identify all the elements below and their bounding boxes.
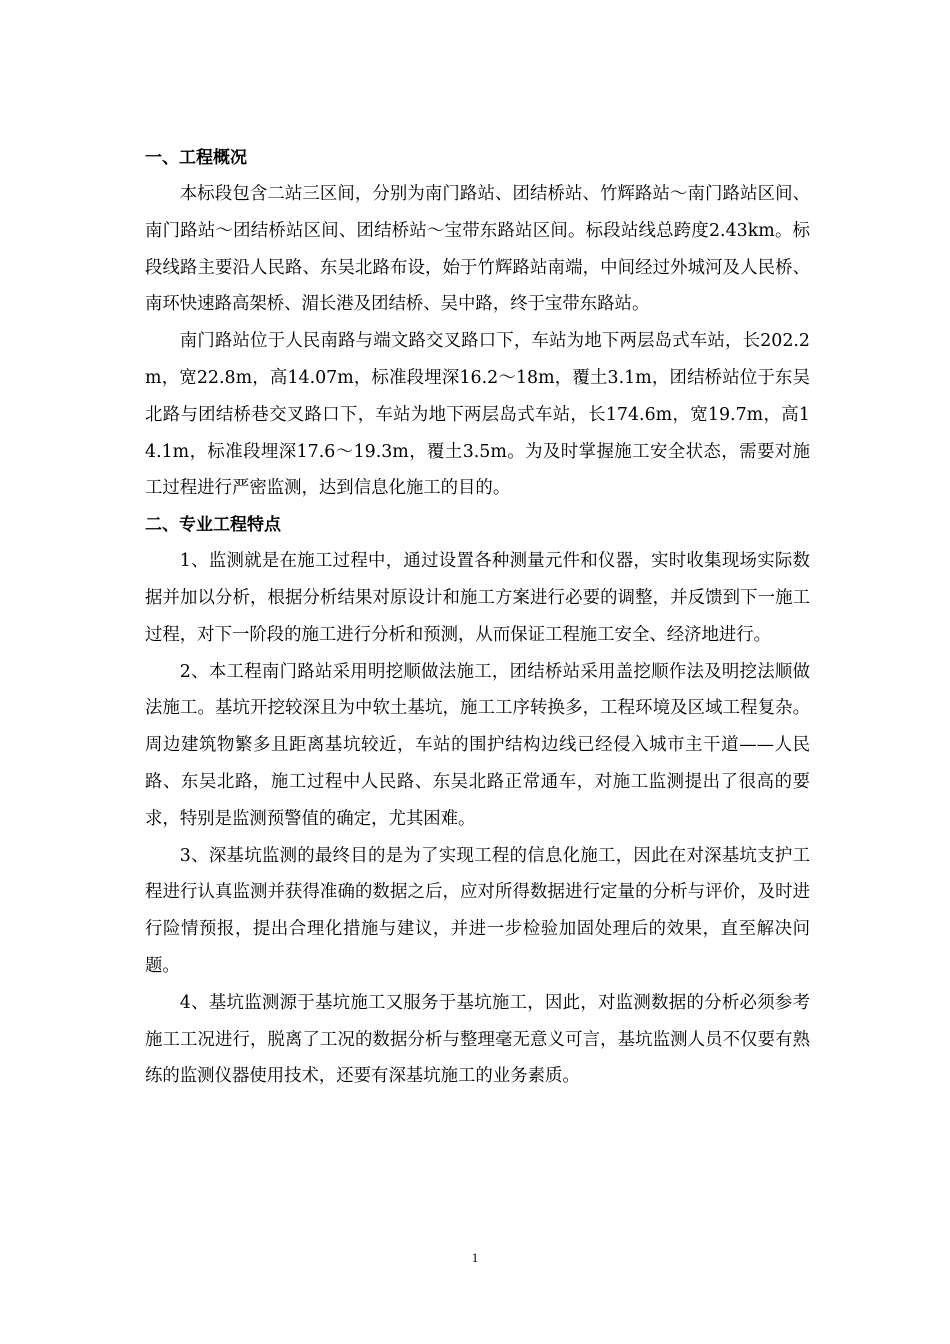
features-paragraph-3: 3、深基坑监测的最终目的是为了实现工程的信息化施工，因此在对深基坑支护工程进行认真监测并获得准确的数据之后，应对所得数据进行定量的分析与评价，及时进行险情预报，提出合理化措施与建议，并进一步检验加固处理后的效果，直至解决问题。 <box>145 845 810 976</box>
section-heading-features: 二、专业工程特点 <box>145 515 281 536</box>
features-paragraph-1: 1、监测就是在施工过程中，通过设置各种测量元件和仪器，实时收集现场实际数据并加以分析，根据分析结果对原设计和施工方案进行必要的调整，并反馈到下一施工过程，对下一阶段的施工进行分析和预测，从而保证工程施工安全、经济地进行。 <box>145 551 810 645</box>
section-heading-overview: 一、工程概况 <box>145 148 247 168</box>
features-paragraph-2: 2、本工程南门路站采用明挖顺做法施工，团结桥站采用盖挖顺作法及明挖法顺做法施工。基坑开挖较深且为中软土基坑，施工工序转换多，工程环境及区域工程复杂。周边建筑物繁多且距离基坑较近，车站的围护结构边线已经侵入城市主干道——人民路、东吴北路，施工过程中人民路、东吴北路正常通车，对施工监测提出了很高的要求，特别是监测预警值的确定，尤其困难。 <box>145 661 810 829</box>
features-paragraph-4: 4、基坑监测源于基坑施工又服务于基坑施工，因此，对监测数据的分析必须参考施工工况进行，脱离了工况的数据分析与整理毫无意义可言，基坑监测人员不仅要有熟练的监测仪器使用技术，还要有深基坑施工的业务素质。 <box>145 992 810 1087</box>
overview-paragraph-1: 本标段包含二站三区间，分别为南门路站、团结桥站、竹辉路站～南门路站区间、南门路站～团结桥站区间、团结桥站～宝带东路站区间。标段站线总跨度2.43km。标段线路主要沿人民路、东吴北路布设，始于竹辉路站南端，中间经过外城河及人民桥、南环快速路高架桥、湄长港及团结桥、吴中路，终于宝带东路站。 <box>145 184 810 315</box>
page-body <box>145 140 810 1095</box>
page-number: 1 <box>471 1250 479 1265</box>
overview-paragraph-2: 南门路站位于人民南路与端文路交叉路口下，车站为地下两层岛式车站，长202.2m，宽22.8m，高14.07m，标准段埋深16.2～18m，覆土3.1m，团结桥站位于东吴北路与团结桥巷交叉路口下，车站为地下两层岛式车站，长174.6m，宽19.7m，高14.1m，标准段埋深17.6～19.3m，覆土3.5m。为及时掌握施工安全状态，需要对施工过程进行严密监测，达到信息化施工的目的。 <box>145 331 810 499</box>
